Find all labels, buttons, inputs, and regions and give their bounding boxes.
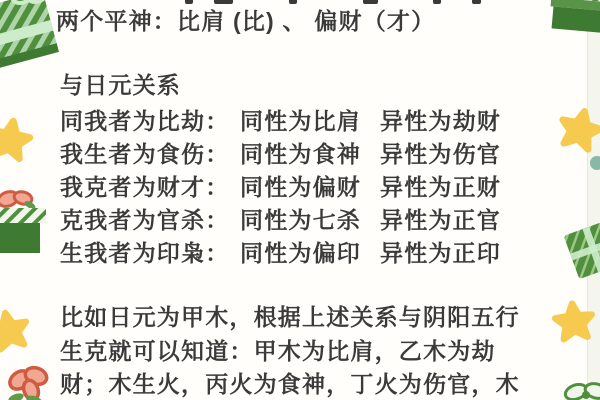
relation-label: 同我者为比劫：	[60, 108, 230, 134]
intro-line: 两个平神：比肩 (比) 、 偏财（才）	[56, 8, 436, 34]
relation-row	[60, 143, 501, 166]
relation-row	[60, 110, 501, 133]
example-paragraph-line: 生克就可以知道：甲木为比肩，乙木为劫	[60, 338, 496, 364]
clipped-line-fragment	[472, 0, 481, 4]
relation-opposite: 异性为伤官	[380, 141, 501, 167]
relation-opposite: 异性为正印	[380, 240, 501, 266]
clipped-line-fragment	[214, 0, 233, 4]
star-icon	[0, 112, 38, 168]
star-icon	[0, 304, 36, 359]
clipped-line-fragment	[185, 0, 193, 4]
relation-label: 克我者为官杀：	[60, 207, 230, 233]
clipped-line-fragment	[289, 0, 297, 4]
example-paragraph-line: 财；木生火，丙火为食神，丁火为伤官，木	[60, 371, 520, 397]
relation-same: 同性为比肩	[240, 108, 361, 134]
relation-row	[60, 176, 501, 199]
relation-opposite: 异性为正官	[380, 207, 501, 233]
gift-box-icon	[0, 188, 48, 258]
relation-label: 我生者为食伤：	[60, 141, 230, 167]
relation-same: 同性为偏印	[240, 240, 361, 266]
gift-box-icon	[548, 0, 600, 45]
relation-row	[60, 242, 501, 265]
relation-same: 同性为七杀	[240, 207, 361, 233]
relation-opposite: 异性为劫财	[380, 108, 501, 134]
gift-box-icon	[558, 212, 600, 286]
relation-same: 同性为偏财	[240, 174, 361, 200]
clipped-line-fragment	[433, 0, 441, 4]
star-icon	[551, 101, 600, 159]
dot-icon	[590, 156, 600, 170]
example-paragraph-line: 比如日元为甲木，根据上述关系与阴阳五行	[60, 304, 520, 330]
gift-box-partial-icon	[560, 382, 600, 400]
section-heading: 与日元关系	[60, 72, 181, 98]
clipped-line-fragment	[363, 0, 378, 4]
ribbon-bow-icon	[2, 362, 54, 400]
relation-label: 生我者为印枭：	[60, 240, 230, 266]
relation-row	[60, 209, 501, 232]
relation-label: 我克者为财才：	[60, 174, 230, 200]
relation-opposite: 异性为正财	[380, 174, 501, 200]
star-icon	[549, 297, 600, 348]
relation-same: 同性为食神	[240, 141, 361, 167]
